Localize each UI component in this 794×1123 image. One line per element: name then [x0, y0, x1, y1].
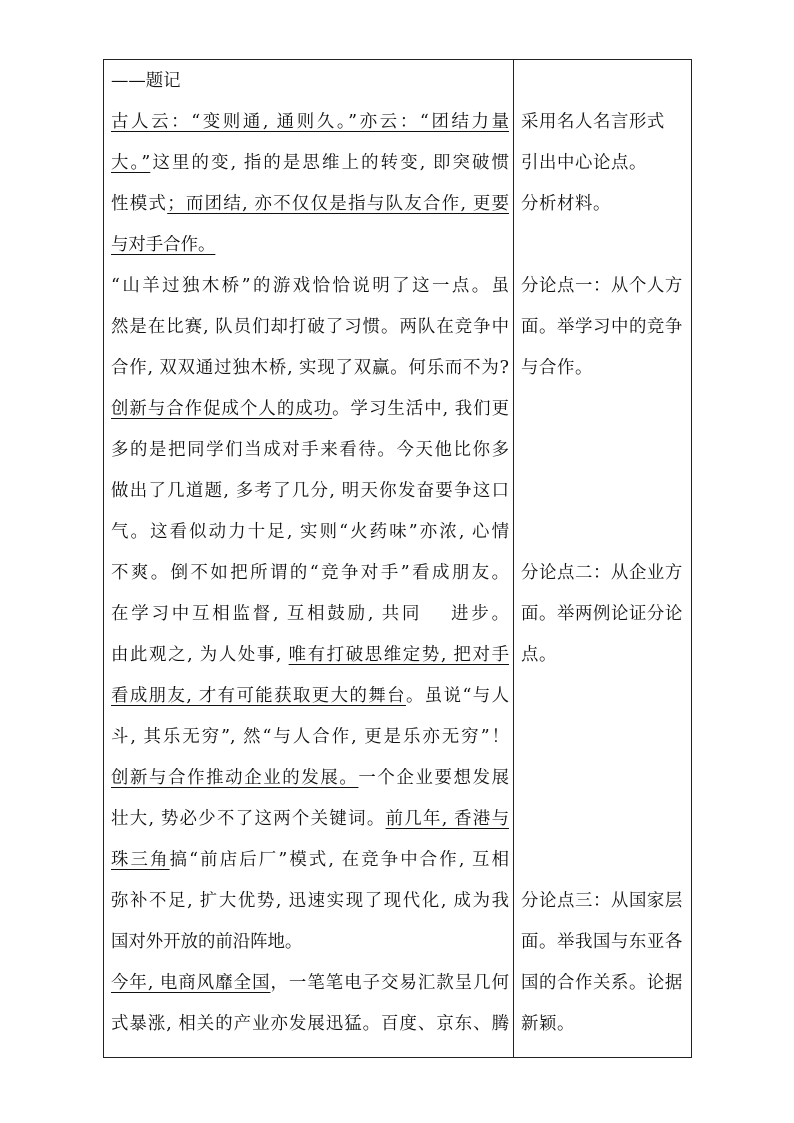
essay-line: [111, 102, 509, 143]
essay-line: [111, 635, 509, 676]
commentary-line: 面。举学习中的竞争: [521, 317, 683, 337]
essay-line: [111, 922, 509, 963]
commentary-line: 面。举我国与东亚各: [521, 932, 683, 952]
essay-line: [111, 512, 509, 553]
text-segment: “山羊过独木桥”的游戏恰恰说明了这一点。虽: [111, 276, 509, 296]
commentary-line: [521, 717, 687, 758]
essay-line: [111, 594, 509, 635]
text-segment: 这里的变, 指的是思维上的转变, 即突破惯: [150, 153, 509, 173]
commentary-line: [521, 676, 687, 717]
essay-line: [111, 676, 509, 717]
commentary-line: [521, 430, 687, 471]
commentary-line: 分论点二：从企业方: [521, 563, 683, 583]
essay-line: [111, 307, 509, 348]
essay-line: [111, 143, 509, 184]
commentary-line: [521, 61, 687, 102]
commentary-line: [521, 758, 687, 799]
essay-line: [111, 553, 509, 594]
text-segment: 然是在比赛, 队员们却打破了习惯。两队在竞争中: [111, 317, 509, 337]
text-segment: 由此观之, 为人处事,: [111, 645, 289, 665]
essay-line: [111, 348, 509, 389]
commentary-line: [521, 471, 687, 512]
essay-line: [111, 799, 509, 840]
text-segment: 在学习中互相监督, 互相鼓励, 共同: [111, 604, 423, 624]
text-segment: ，一笔笔电子交易汇款呈几何: [270, 973, 509, 993]
text-segment: 斗, 其乐无穷”, 然“与人合作, 更是乐亦无穷”！: [111, 727, 509, 747]
text-segment: 不爽。倒不如把所谓的“竞争对手”看成朋友。: [111, 563, 509, 583]
underlined-phrase: 大。”: [111, 153, 151, 173]
commentary-line: [521, 799, 687, 840]
commentary-line: 引出中心论点。: [521, 153, 647, 173]
text-segment: 气。这看似动力十足, 实则“火药味”亦浓, 心情: [111, 522, 509, 542]
underlined-phrase: 创新与合作推动企业的发展。: [111, 768, 359, 788]
commentary-line: 分论点一：从个人方: [521, 276, 683, 296]
text-segment: 。学习生活中, 我们更: [332, 399, 509, 419]
commentary-line: 点。: [521, 645, 557, 665]
commentary-line: 国的合作关系。论据: [521, 973, 683, 993]
underlined-phrase: 今年, 电商风靡全国: [111, 973, 271, 993]
commentary-line: 采用名人名言形式: [521, 112, 665, 132]
commentary-line: [521, 840, 687, 881]
underlined-phrase: 创新与合作促成个人的成功: [111, 399, 333, 419]
commentary-line: [521, 512, 687, 553]
underlined-phrase: 与对手合作。: [111, 235, 216, 255]
commentary-column: [521, 61, 687, 1045]
text-segment: 弥补不足, 扩大优势, 迅速实现了现代化, 成为我: [111, 891, 509, 911]
commentary-line: [521, 225, 687, 266]
commentary-line: 分析材料。: [521, 194, 611, 214]
commentary-line: 面。举两例论证分论: [521, 604, 683, 624]
commentary-line: [521, 389, 687, 430]
essay-line: [111, 963, 509, 1004]
underlined-phrase: 古人云：“变则通, 通则久。”亦云：“团结力量: [111, 112, 509, 132]
underlined-phrase: 前几年, 香港与: [385, 809, 509, 829]
text-segment: ——题记: [111, 71, 181, 91]
essay-line: [111, 389, 509, 430]
essay-line: [111, 1004, 509, 1045]
underlined-phrase: 珠三角: [111, 850, 170, 870]
essay-line: [111, 184, 509, 225]
essay-line: [111, 471, 509, 512]
text-segment: 搞“前店后厂”模式, 在竞争中合作, 互相: [169, 850, 509, 870]
text-segment: 进步。: [448, 604, 509, 624]
text-segment: 壮大, 势必少不了这两个关键词。: [111, 809, 386, 829]
essay-line: [111, 430, 509, 471]
commentary-line: 分论点三：从国家层: [521, 891, 683, 911]
essay-line: [111, 840, 509, 881]
commentary-line: 新颖。: [521, 1014, 575, 1034]
essay-line: [111, 881, 509, 922]
essay-line: [111, 225, 509, 266]
underlined-phrase: 看成朋友, 才有可能获取更大的舞台: [111, 686, 406, 706]
text-segment: 。虽说“与人: [405, 686, 509, 706]
text-segment: 做出了几道题, 多考了几分, 明天你发奋要争这口: [111, 481, 509, 501]
text-segment: 合作, 双双通过独木桥, 实现了双赢。何乐而不为?: [111, 358, 509, 378]
essay-line: [111, 717, 509, 758]
essay-text-column: [111, 61, 509, 1045]
underlined-phrase: 唯有打破思维定势, 把对手: [288, 645, 509, 665]
text-segment: 一个企业要想发展: [358, 768, 509, 788]
text-segment: 国对外开放的前沿阵地。: [111, 932, 303, 952]
essay-line: [111, 61, 509, 102]
essay-line: [111, 266, 509, 307]
text-segment: 多的是把同学们当成对手来看待。今天他比你多: [111, 440, 509, 460]
underlined-phrase: ；而团结, 亦不仅仅是指与队友合作, 更要: [167, 194, 509, 214]
text-segment: 式暴涨, 相关的产业亦发展迅猛。百度、京东、腾: [111, 1014, 509, 1034]
text-segment: 性模式: [111, 194, 168, 214]
column-divider: [513, 59, 514, 1058]
commentary-line: 与合作。: [521, 358, 593, 378]
essay-line: [111, 758, 509, 799]
